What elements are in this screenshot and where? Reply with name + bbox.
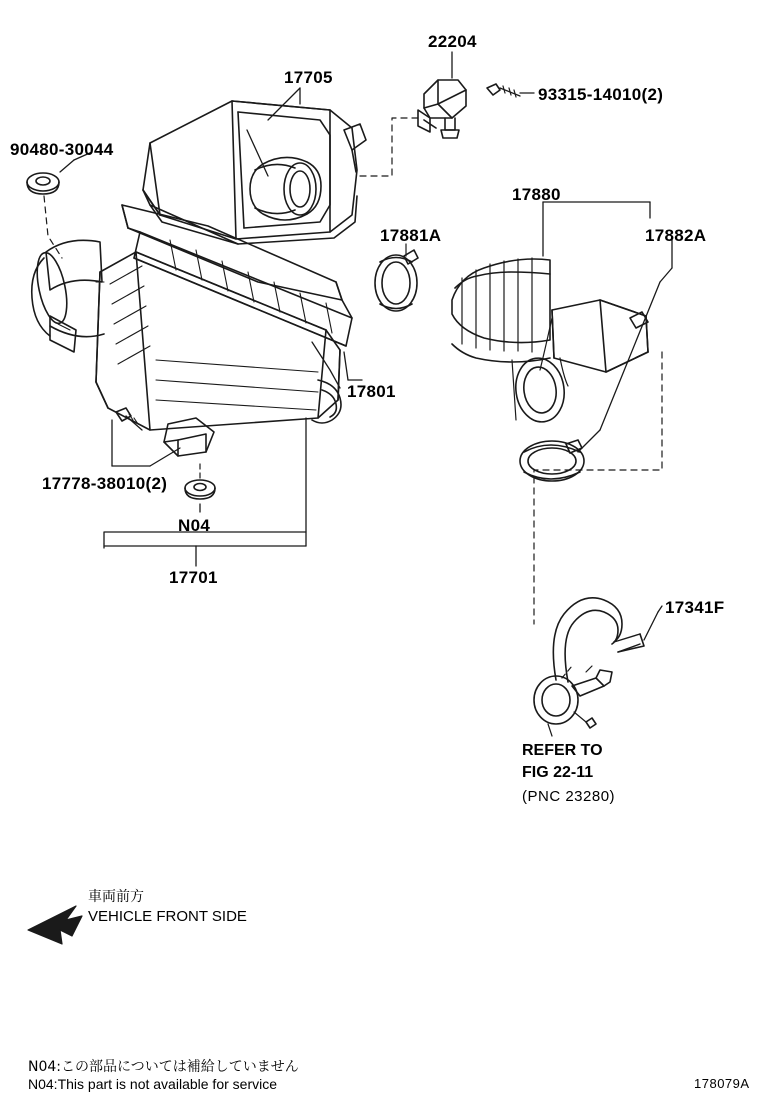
part-label-n04: N04 [178,516,211,535]
part-label-17705: 17705 [284,68,333,87]
refer-note-line1: REFER TO [522,742,603,759]
part-label-17341f: 17341F [665,598,725,617]
part-label-17881a: 17881A [380,226,442,245]
footnote-en: N04:This part is not available for service [28,1076,277,1092]
vehicle-front-label-en: VEHICLE FRONT SIDE [88,908,247,925]
part-label-17778-38010: 17778-38010(2) [42,474,168,493]
vehicle-front-label-jp: 車両前方 [88,889,144,905]
part-label-17880: 17880 [512,185,561,204]
part-label-17801: 17801 [347,382,396,401]
refer-note-line2: FIG 22-11 [522,764,594,781]
part-label-22204: 22204 [428,32,477,51]
part-label-93315-14010: 93315-14010(2) [538,85,664,104]
part-label-17701: 17701 [169,568,218,587]
footnote-jp: N04:この部品については補給していません [28,1059,299,1075]
part-label-17882a: 17882A [645,226,707,245]
part-label-90480-30044: 90480-30044 [10,140,114,159]
figure-code: 178079A [694,1076,750,1091]
refer-note-line3: (PNC 23280) [522,788,616,805]
